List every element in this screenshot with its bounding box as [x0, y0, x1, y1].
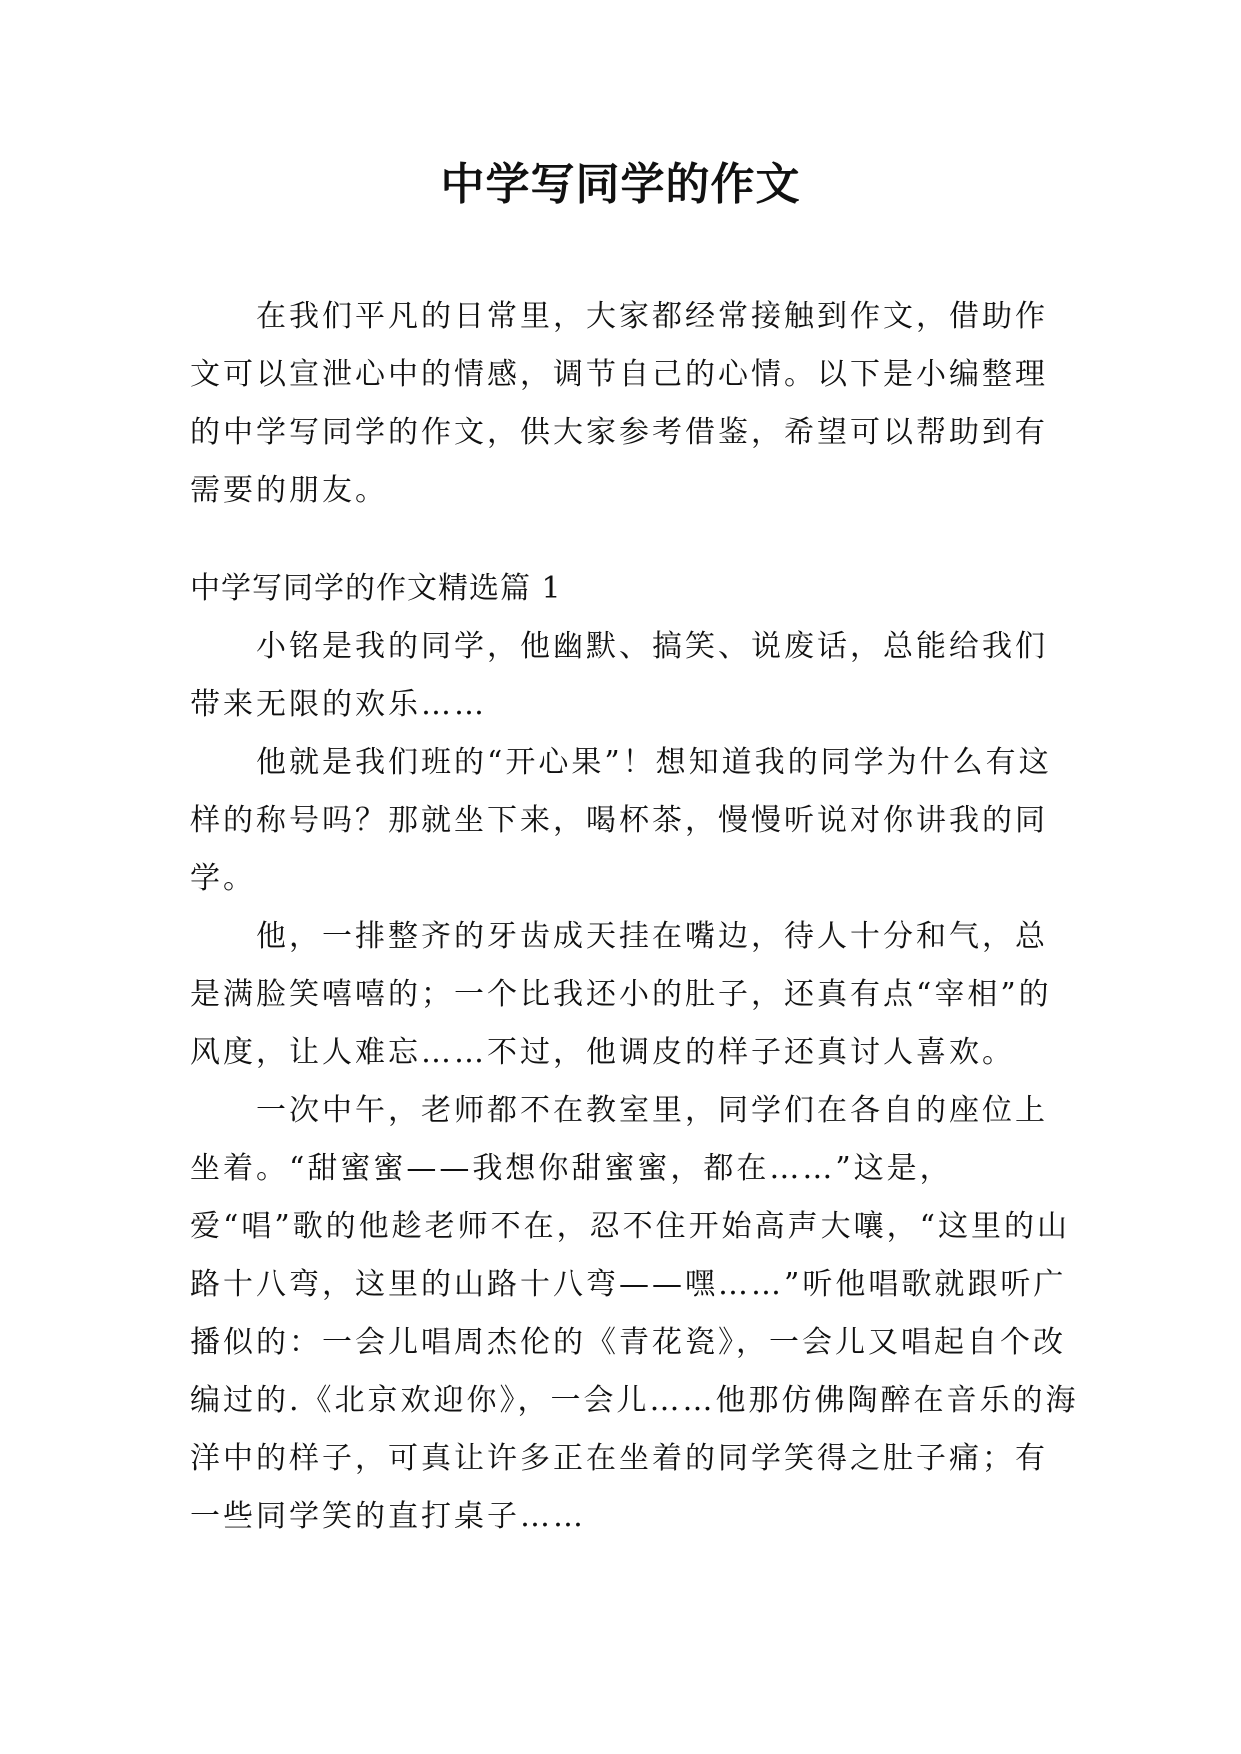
document-title: 中学写同学的作文: [440, 159, 801, 210]
body-paragraph-3: 他，一排整齐的牙齿成天挂在嘴边，待人十分和气，总是满脸笑嘻嘻的；一个比我还小的肚子，还真有点“宰相”的风度，让人难忘……不过，他调皮的样子还真讨人喜欢。: [190, 919, 1052, 1070]
section-heading: 中学写同学的作文精选篇 1: [190, 571, 562, 606]
body-paragraph-1: 小铭是我的同学，他幽默、搞笑、说废话，总能给我们带来无限的欢乐……: [190, 629, 1048, 722]
document-body: [190, 288, 1080, 1546]
intro-paragraph: 在我们平凡的日常里，大家都经常接触到作文，借助作文可以宣泄心中的情感，调节自己的心情。以下是小编整理的中学写同学的作文，供大家参考借鉴，希望可以帮助到有需要的朋友。: [190, 299, 1048, 508]
body-paragraph-2: 他就是我们班的“开心果”！想知道我的同学为什么有这样的称号吗？那就坐下来，喝杯茶，慢慢听说对你讲我的同学。: [190, 745, 1052, 896]
body-paragraph-4: 一次中午，老师都不在教室里，同学们在各自的座位上坐着。“甜蜜蜜——我想你甜蜜蜜，都在……”这是，爱“唱”歌的他趁老师不在，忍不住开始高声大嚷，“这里的山路十八弯，这里的山路十八弯——嘿……”听他唱歌就跟听广播似的：一会儿唱周杰伦的《青花瓷》，一会儿又唱起自个改编过的.《北京欢迎你》，一会儿……他那仿佛陶醉在音乐的海洋中的样子，可真让许多正在坐着的同学笑得之肚子痛；有一些同学笑的直打桌子……: [190, 1093, 1079, 1534]
